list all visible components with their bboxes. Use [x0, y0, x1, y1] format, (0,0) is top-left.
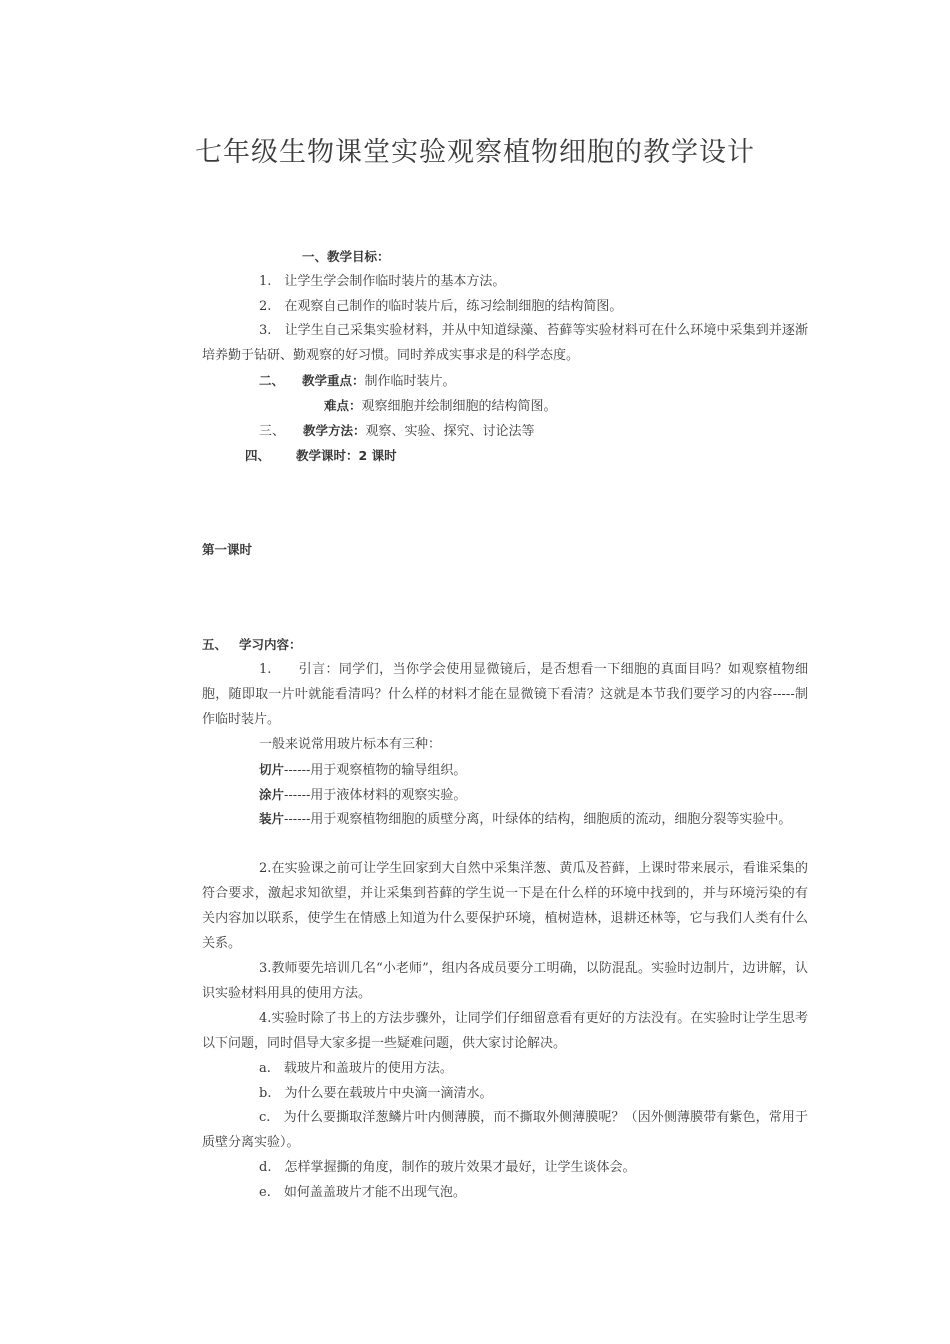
- objective-item-1: 1. 让学生学会制作临时装片的基本方法。: [259, 274, 506, 289]
- difficulty-text: 观察细胞并绘制细胞的结构简图。: [361, 399, 557, 414]
- method-text: 观察、实验、探究、讨论法等: [365, 424, 535, 439]
- focus-line: [259, 368, 456, 394]
- content-num: 五、: [202, 637, 228, 652]
- focus-label: 教学重点：: [302, 373, 365, 388]
- question-c: c. 为什么要撕取洋葱鳞片叶内侧薄膜，而不撕取外侧薄膜呢？（因外侧薄膜带有紫色，常用于质壁分离实验）。: [202, 1110, 808, 1150]
- hours-label: 教学课时：: [296, 448, 359, 463]
- document-title: 七年级生物课堂实验观察植物细胞的教学设计: [195, 137, 755, 168]
- slide-type-name: 涂片: [259, 787, 285, 802]
- content-paragraph-4: 4.实验时除了书上的方法步骤外，让同学们仔细留意看有更好的方法没有。在实验时让学生思考以下问题，同时倡导大家多提一些疑难问题，供大家讨论解决。: [202, 1011, 808, 1051]
- content-heading: [202, 632, 302, 658]
- focus-text: 制作临时装片。: [364, 374, 456, 389]
- hours-num: 四、: [245, 448, 271, 463]
- slide-type-1: [259, 757, 466, 783]
- content-intro: 1. 引言：同学们，当你学会使用显微镜后，是否想看一下细胞的真面目吗？如观察植物细胞，随即取一片叶就能看清吗？什么样的材料才能在显微镜下看清？这就是本节我们要学习的内容-----制作临时装片。: [202, 662, 808, 727]
- objective-item-2: 2. 在观察自己制作的临时装片后，练习绘制细胞的结构简图。: [259, 299, 623, 314]
- lesson-heading: 第一课时: [202, 542, 253, 557]
- slide-type-2: [259, 782, 466, 808]
- difficulty-line: [324, 393, 557, 419]
- focus-num: 二、: [259, 373, 285, 388]
- content-paragraph-2: 2.在实验课之前可让学生回家到大自然中采集洋葱、黄瓜及苔藓，上课时带来展示，看谁采集的符合要求，激起求知欲望，并让采集到苔藓的学生说一下是在什么样的环境中找到的，并与环境污染的有关内容加以联系，使学生在情感上知道为什么要保护环境，植树造林，退耕还林等，它与我们人类有什么关系。: [202, 861, 808, 951]
- slide-type-name: 装片: [259, 811, 285, 826]
- slides-intro: 一般来说常用玻片标本有三种：: [259, 737, 442, 752]
- slide-type-desc: ------用于液体材料的观察实验。: [284, 788, 467, 803]
- method-label: 教学方法：: [303, 423, 366, 438]
- question-d: d. 怎样掌握撕的角度，制作的玻片效果才最好，让学生谈体会。: [259, 1160, 636, 1175]
- objectives-heading: 一、教学目标：: [302, 249, 390, 264]
- slide-type-3: [202, 806, 808, 832]
- hours-line: [245, 443, 397, 469]
- question-e: e. 如何盖盖玻片才能不出现气泡。: [259, 1185, 466, 1200]
- hours-text: 2 课时: [358, 448, 397, 463]
- question-b: b. 为什么要在载玻片中央滴一滴清水。: [259, 1086, 493, 1101]
- slide-type-desc: ------用于观察植物的输导组织。: [284, 763, 467, 778]
- method-num: 三、: [259, 424, 286, 439]
- difficulty-label: 难点：: [324, 398, 362, 413]
- slide-type-desc: ------用于观察植物细胞的质壁分离，叶绿体的结构，细胞质的流动，细胞分裂等实验中。: [284, 812, 792, 827]
- content-paragraph-3: 3.教师要先培训几名“小老师”，组内各成员要分工明确，以防混乱。实验时边制片，边讲解，认识实验材料用具的使用方法。: [202, 961, 808, 1001]
- method-line: [259, 418, 535, 444]
- slide-type-name: 切片: [259, 762, 285, 777]
- question-a: a. 载玻片和盖玻片的使用方法。: [259, 1061, 453, 1076]
- objective-item-3: 3. 让学生自己采集实验材料，并从中知道绿藻、苔藓等实验材料可在什么环境中采集到并逐渐培养勤于钻研、勤观察的好习惯。同时养成实事求是的科学态度。: [202, 323, 808, 363]
- content-label: 学习内容：: [239, 637, 302, 652]
